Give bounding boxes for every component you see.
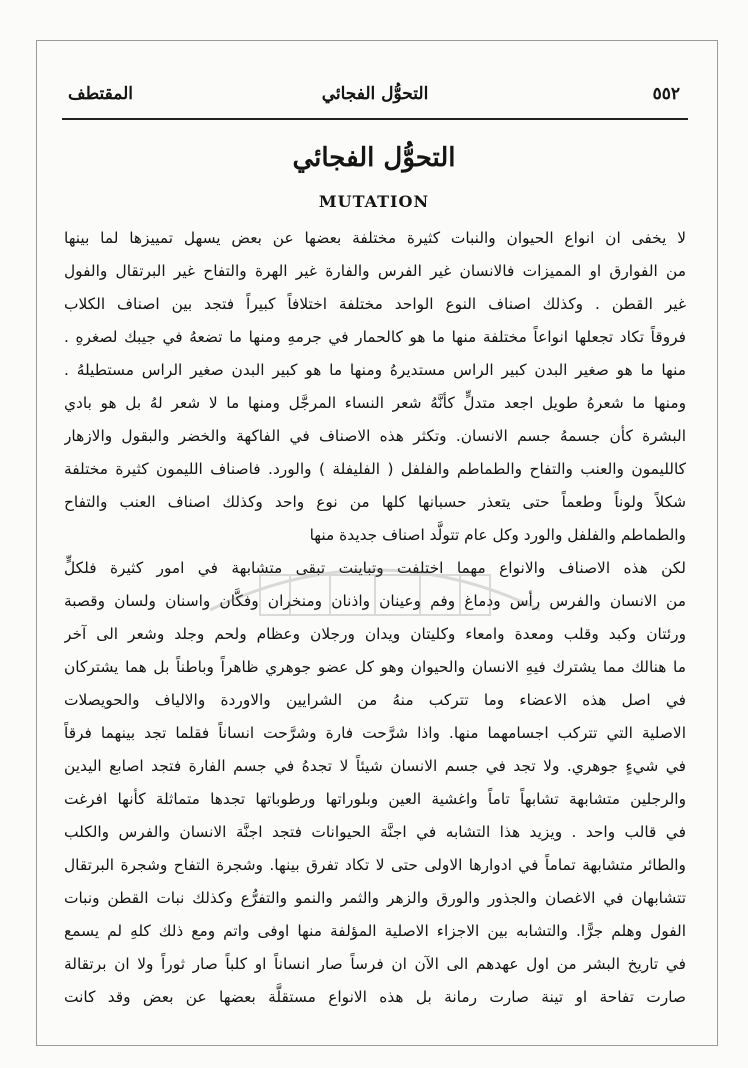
page-number: ٥٥٢ [652,84,680,104]
text-line: صارت تفاحة او تينة صارت رمانة بل هذه الانواع مستقلَّة بعضها عن بعض وقد كانت [64,988,686,1006]
text-line: منها ما هو صغير البدن كبير الراس مستديرهُ ومنها ما هو كبير البدن صغير الراس مستطيلهُ . [64,361,686,379]
text-line: في تاريخ البشر من اول عهدهم الى الآن ان فرساً صار انساناً او كلباً صار ثوراً ولا ان برتقالة [64,955,686,973]
text-line: شكلاً ولوناً وطعماً حتى يتعذر حسبانها كلها من نوع واحد وكذلك اصناف العنب والتفاح [64,493,686,511]
text-line: في شيءٍ جوهري. ولا تجد في جسم الانسان شيئاً لا تجدهُ في جسم الفارة فتجد اصابع اليدين [64,757,686,775]
article-body [64,222,686,1014]
text-line: الاصلية التي تتركب اجسامهما منها. واذا شرَّحت فارة وشرَّحت انساناً فقلما تجد بينهما فرقاً [64,724,686,742]
text-line: فروقاً تكاد تجعلها انواعاً مختلفة منها ما هو كالحمار في جرمهِ ومنها ما تضعهُ في جيبك لصغرهِ . [64,328,686,346]
text-line: والطائر متشابهة تماماً في ادوارها الاولى حتى لا تكاد تفرق بينها. وشجرة التفاح وشجرة البرتقال [64,856,686,874]
text-line: ورئتان وكبد وقلب ومعدة وامعاء وكليتان ويدان ورجلان وعظام ولحم وجلد وشعر الى آخر [64,625,686,643]
running-header [64,84,686,114]
text-line: في اصل هذه الاعضاء وما تتركب منهُ من الشرايين والاوردة والالياف والحويصلات [64,691,686,709]
text-line: لا يخفى ان انواع الحيوان والنبات كثيرة مختلفة بعضها عن بعض يسهل تمييزها لما بينها [64,229,686,247]
running-title: التحوُّل الفجائي [321,84,429,104]
text-line: كالليمون والعنب والتفاح والطماطم والفلفل ( الفليفلة ) والورد. فاصناف الليمون كثيرة مختلفة [64,460,686,478]
text-line: في قالب واحد . ويزيد هذا التشابه في اجنَّة الحيوانات فتجد اجنَّة الانسان والفرس والكلب [64,823,686,841]
text-line: البشرة كأن جسمهُ جسم الانسان. وتكثر هذه الاصناف في الفاكهة والخضر والبقول والازهار [64,427,686,445]
text-line: تتشابهان في الاغصان والجذور والورق والزهر والثمر والنمو والتفرُّع وكذلك نبات القطن ونبات [64,889,686,907]
header-rule [62,118,688,120]
text-line: من الفوارق او المميزات فالانسان غير الفرس والفارة غير الهرة والتفاح غير البرتقال والفول [64,262,686,280]
journal-name: المقتطف [68,84,134,104]
text-line: والطماطم والفلفل والورد وكل عام تتولَّد اصناف جديدة منها [309,526,686,544]
text-line: من الانسان والفرس رأس ودماغ وفم وعينان واذنان ومنخران وفكَّان واسنان ولسان وقصبة [64,592,686,610]
text-line: غير القطن . وكذلك اصناف النوع الواحد مختلفة اختلافاً كبيراً فتجد بين اصناف الكلاب [64,295,686,313]
text-line: ومنها ما شعرهُ طويل اجعد متدلٍّ كأنَّهُ شعر النساء المرجَّل ومنها ما لا شعر لهُ بل هو بادي [64,394,686,412]
article-subtitle-english: MUTATION [318,192,430,211]
text-line: ما هنالك مما يشترك فيهِ الانسان والحيوان وهو كل عضو جوهري ظاهراً وباطناً بل هما يشتركان [64,658,686,676]
article-title: التحوُّل الفجائي [292,143,456,173]
text-line: الفول وهلم جرًّا. والتشابه بين الاجزاء الاصلية المؤلفة منها اوفى واتم ومع ذلك كلهِ لم يسمع [64,922,686,940]
text-line: والرجلين متشابهة تشابهاً تاماً واغشية العين وبلوراتها ورطوباتها تجدها متماثلة كأنها افرغت [64,790,686,808]
text-line: لكن هذه الاصناف والانواع مهما اختلفت وتباينت تبقى متشابهة في امور كثيرة فلكلٍّ [64,559,686,577]
